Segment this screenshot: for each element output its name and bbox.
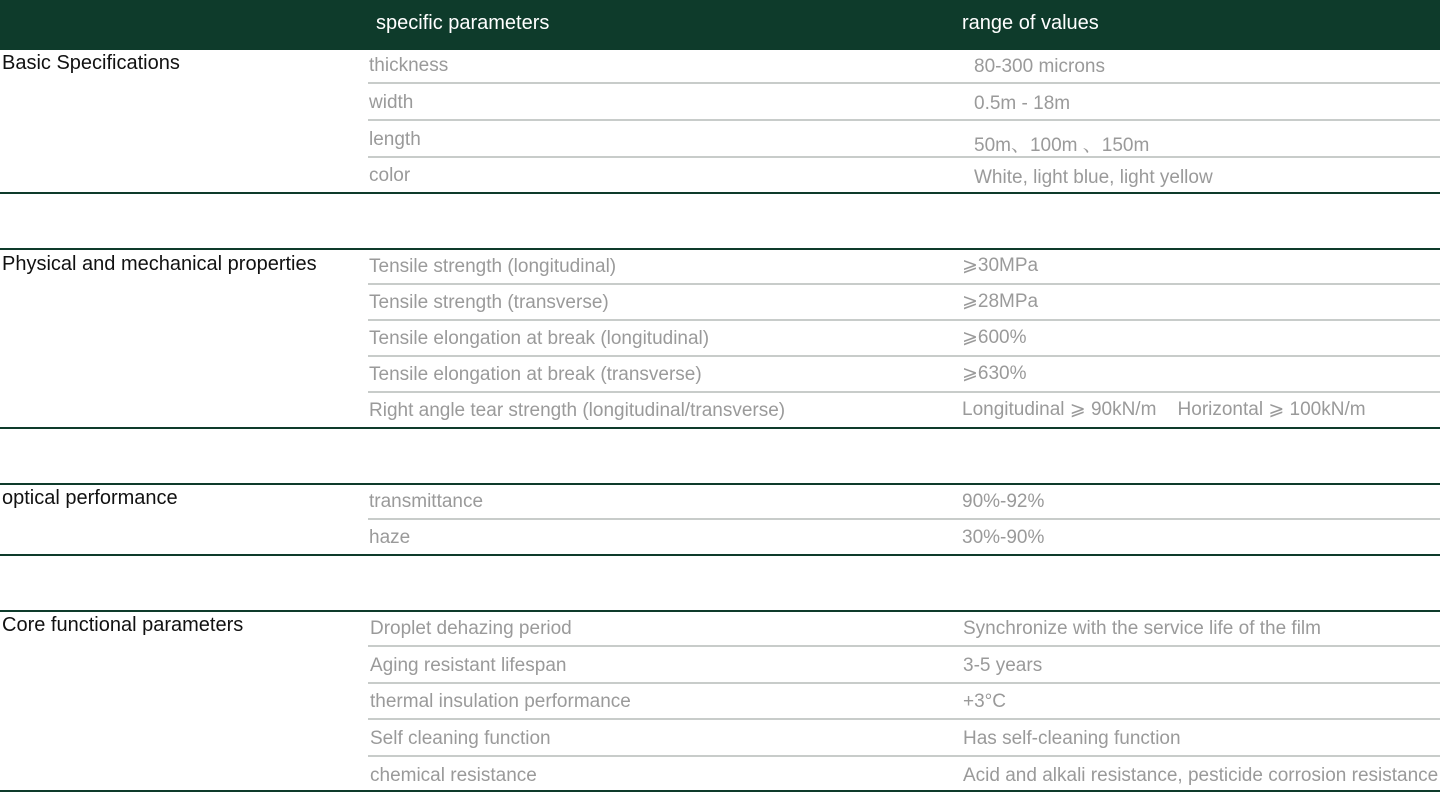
- value-cell: 90%-92%: [962, 491, 1045, 512]
- row-divider: [368, 682, 1440, 684]
- value-cell: Longitudinal ⩾ 90kN/m Horizontal ⩾ 100kN/m: [962, 399, 1366, 420]
- value-cell: Acid and alkali resistance, pesticide corrosion resistance: [963, 765, 1439, 786]
- section-title: Physical and mechanical properties: [2, 253, 317, 275]
- section-top-border: [0, 610, 1440, 612]
- param-cell: Right angle tear strength (longitudinal/transverse): [369, 400, 786, 421]
- value-cell: Has self-cleaning function: [963, 728, 1181, 749]
- param-cell: chemical resistance: [370, 765, 537, 786]
- row-divider: [368, 283, 1440, 285]
- value-cell: ⩾600%: [962, 327, 1027, 348]
- row-divider: [368, 119, 1440, 121]
- value-cell: 30%-90%: [962, 527, 1045, 548]
- row-divider: [368, 82, 1440, 84]
- row-divider: [368, 518, 1440, 520]
- param-cell: haze: [369, 527, 411, 548]
- param-cell: length: [369, 129, 421, 150]
- param-cell: Tensile strength (longitudinal): [369, 256, 617, 277]
- param-cell: width: [369, 92, 414, 113]
- param-cell: color: [369, 165, 411, 186]
- param-cell: Self cleaning function: [370, 728, 551, 749]
- table-header: [0, 0, 1440, 50]
- section-title: optical performance: [2, 487, 178, 509]
- column-header-parameters: specific parameters: [376, 12, 550, 34]
- row-divider: [368, 755, 1440, 757]
- section-title: Basic Specifications: [2, 52, 180, 74]
- section-bottom-border: [0, 554, 1440, 556]
- value-cell: 50m、100m 、150m: [974, 135, 1150, 156]
- value-cell: ⩾30MPa: [962, 255, 1039, 276]
- param-cell: Tensile strength (transverse): [369, 292, 609, 313]
- row-divider: [368, 718, 1440, 720]
- value-cell: White, light blue, light yellow: [974, 167, 1213, 188]
- section-bottom-border: [0, 192, 1440, 194]
- value-cell: +3°C: [963, 691, 1006, 712]
- section-top-border: [0, 248, 1440, 250]
- param-cell: Tensile elongation at break (transverse): [369, 364, 702, 385]
- value-cell: ⩾28MPa: [962, 291, 1039, 312]
- value-cell: 0.5m - 18m: [974, 93, 1071, 114]
- value-cell: 3-5 years: [963, 655, 1043, 676]
- row-divider: [368, 319, 1440, 321]
- row-divider: [368, 156, 1440, 158]
- param-cell: Droplet dehazing period: [370, 618, 572, 639]
- value-cell: 80-300 microns: [974, 56, 1105, 77]
- section-title: Core functional parameters: [2, 614, 244, 636]
- section-top-border: [0, 483, 1440, 485]
- row-divider: [368, 355, 1440, 357]
- param-cell: Aging resistant lifespan: [370, 655, 567, 676]
- row-divider: [368, 645, 1440, 647]
- param-cell: transmittance: [369, 491, 484, 512]
- value-cell: Synchronize with the service life of the film: [963, 618, 1321, 639]
- row-divider: [368, 391, 1440, 393]
- section-bottom-border: [0, 790, 1440, 792]
- section-bottom-border: [0, 427, 1440, 429]
- param-cell: Tensile elongation at break (longitudinal): [369, 328, 710, 349]
- param-cell: thickness: [369, 55, 449, 76]
- param-cell: thermal insulation performance: [370, 691, 631, 712]
- column-header-values: range of values: [962, 12, 1099, 34]
- value-cell: ⩾630%: [962, 363, 1027, 384]
